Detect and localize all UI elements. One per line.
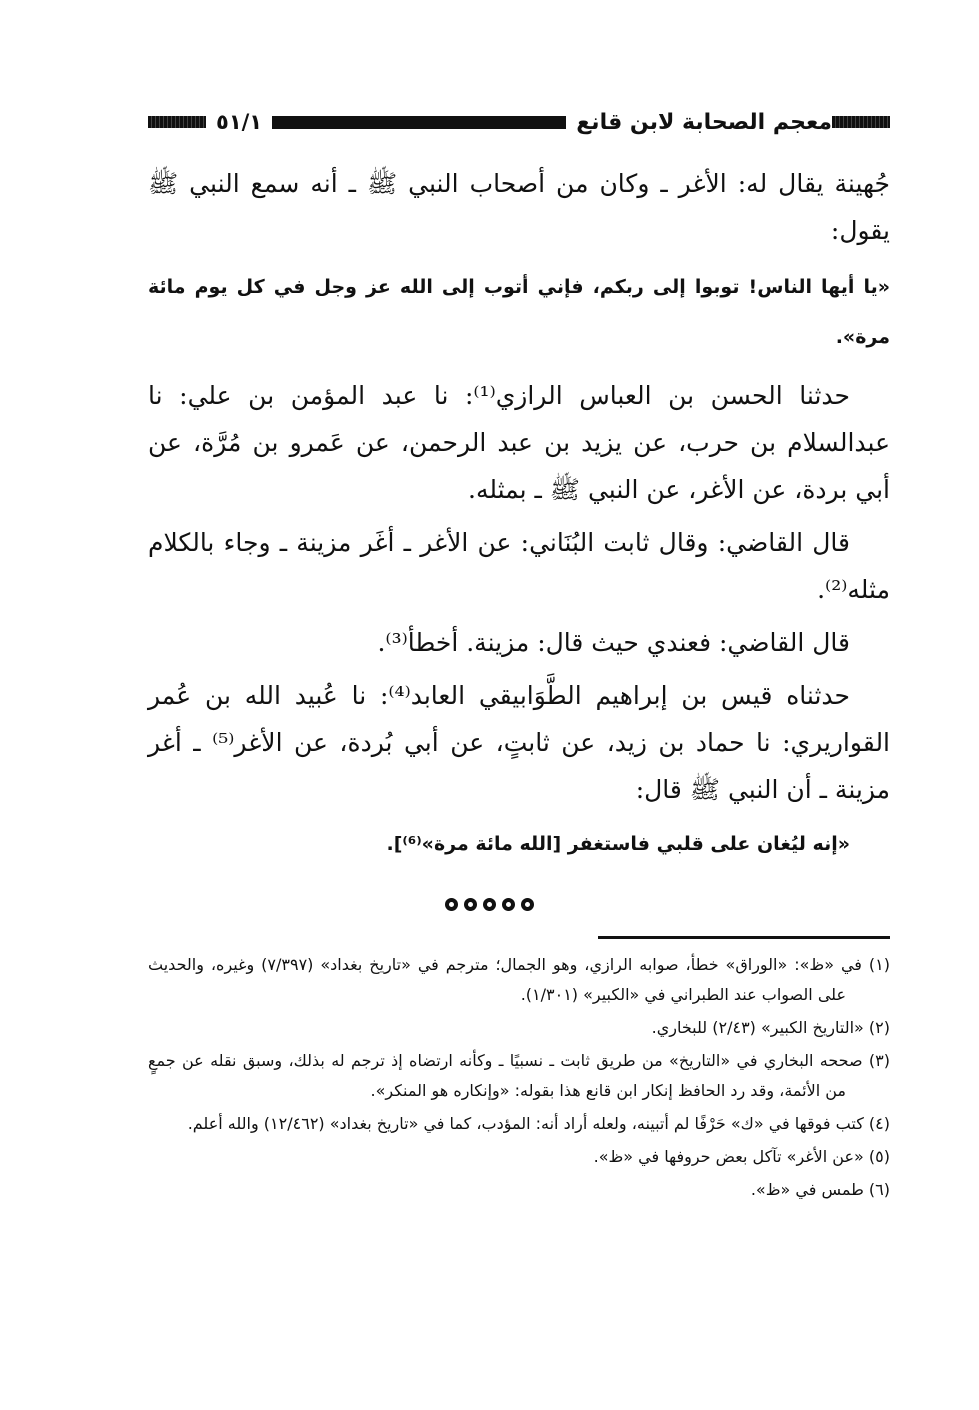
footnote-4: (٤) كتب فوقها في «ك» حَرْفًا لم أتبينه، ولعله أراد أنه: المؤدب، كما في «تاريخ بغداد» (١٢/٤٦٢) والله أعلم. — [187, 1114, 890, 1133]
ring-icon — [483, 898, 496, 911]
hadith-quote-1: «يا أيها الناس! توبوا إلى ربكم، فإني أتوب إلى الله عز وجل في كل يوم مائة مرة». — [148, 276, 890, 348]
ring-icon — [464, 898, 477, 911]
paragraph-3: قال القاضي: وقال ثابت البُنَاني: عن الأغر ـ أغَر مزينة ـ وجاء بالكلام مثله⁽²⁾. — [148, 528, 890, 604]
ring-icon — [521, 898, 534, 911]
footnote-6: (٦) طمس في «ظ». — [750, 1180, 890, 1199]
hadith-quote-2: «إنه ليُغان على قلبي فاستغفر [الله مائة مرة»⁽⁶⁾]. — [386, 833, 850, 855]
paragraph-5: حدثناه قيس بن إبراهيم الطَّوَابيقي العابد⁽⁴⁾: نا عُبيد الله بن عُمر القواريري: نا حماد بن زيد، عن ثابتٍ، عن أبي بُردة، عن الأغر⁽⁵⁾ ـ أغر مزينة ـ أن النبي ﷺ قال: — [148, 681, 891, 804]
footnote-5: (٥) «عن الأغر» تآكل بعض حروفها في «ظ». — [593, 1147, 890, 1166]
page-number: ٥١/١ — [216, 110, 263, 134]
main-text — [148, 160, 890, 869]
ring-icon — [502, 898, 515, 911]
footnote-3: (٣) صححه البخاري في «التاريخ» من طريق ثابت ـ نسبيًا ـ وكأنه ارتضاه إذ ترجم له بذلك، وسبق نقله عن جمعٍ من الأئمة، وقد رد الحافظ إنكار ابن قانع هذا بقوله: «وإنكاره هو المنكر». — [148, 1051, 890, 1100]
header-ornament-bar — [832, 116, 890, 128]
paragraph-2: حدثنا الحسن بن العباس الرازي⁽¹⁾: نا عبد المؤمن بن علي: نا عبدالسلام بن حرب، عن يزيد بن عبد الرحمن، عن عَمرو بن مُرَّة، عن أبي بردة، عن الأغر، عن النبي ﷺ ـ بمثله. — [148, 381, 890, 504]
book-title: معجم الصحابة لابن قانع — [576, 109, 832, 135]
running-header — [148, 104, 890, 140]
footnote-separator — [598, 936, 890, 939]
ring-icon — [445, 898, 458, 911]
footnote-2: (٢) «التاريخ الكبير» (٢/٤٣) للبخاري. — [651, 1018, 890, 1037]
paragraph-1: جُهينة يقال له: الأغر ـ وكان من أصحاب النبي ﷺ ـ أنه سمع النبي ﷺ يقول: — [148, 169, 890, 245]
paragraph-4: قال القاضي: فعندي حيث قال: مزينة. أخطأ⁽³⁾. — [377, 628, 850, 657]
header-ornament-bar-left — [148, 116, 206, 128]
footnote-1: (١) في «ظ»: «الوراق» خطأ، صوابه الرازي، وهو الجمال؛ مترجم في «تاريخ بغداد» (٧/٣٩٧) وغيره، والحديث على الصواب عند الطبراني في «الكبير» (١/٣٠١). — [148, 955, 890, 1004]
section-divider-rings — [0, 896, 979, 915]
footnotes — [148, 950, 890, 1208]
header-rule-bar — [272, 116, 566, 129]
